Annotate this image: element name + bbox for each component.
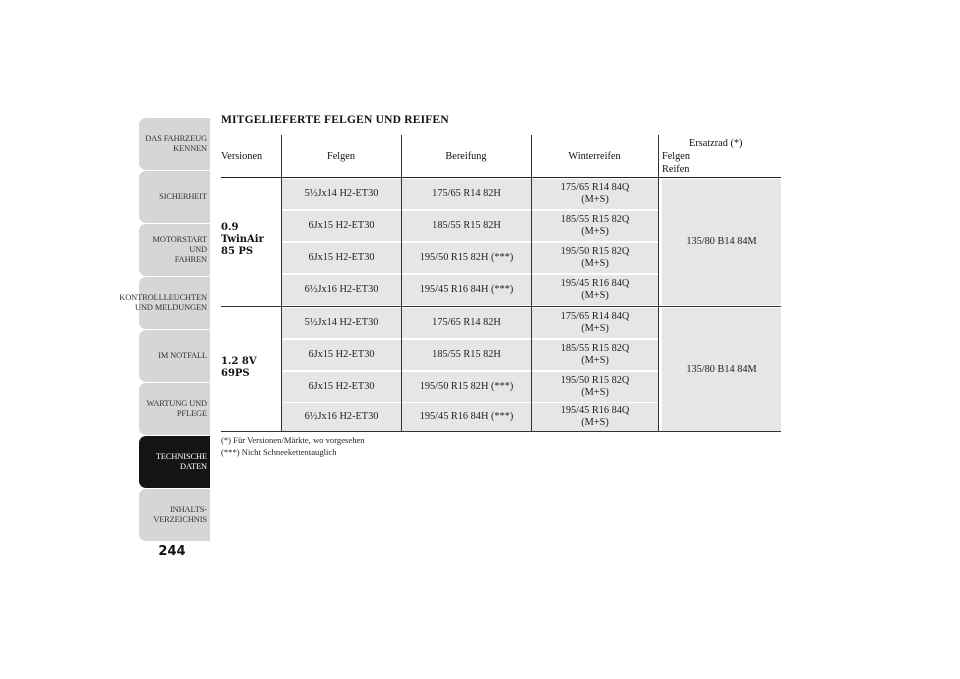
- tab-sicherheit[interactable]: SICHERHEIT: [139, 171, 210, 223]
- winter-ms: (M+S): [581, 387, 609, 398]
- footnote-ersatzrad: (*) Für Versionen/Märkte, wo vorgesehen: [221, 435, 365, 445]
- winterreifen-cell: [532, 308, 658, 338]
- winterreifen-cell: [532, 211, 658, 241]
- spare-wheel-cell: 135/80 B14 84M: [662, 308, 781, 431]
- tab-fahrzeug-kennen[interactable]: DAS FAHRZEUG KENNEN: [139, 118, 210, 170]
- winter-size: 185/55 R15 82Q: [560, 343, 630, 354]
- bereifung-cell: 185/55 R15 82H: [402, 211, 531, 241]
- felgen-cell: 5½Jx14 H2-ET30: [282, 179, 401, 209]
- felgen-cell: 5½Jx14 H2-ET30: [282, 308, 401, 338]
- felgen-cell: 6Jx15 H2-ET30: [282, 372, 401, 402]
- header-ersatzrad-felgen: Felgen: [662, 150, 691, 162]
- spare-wheel-cell: 135/80 B14 84M: [662, 179, 781, 305]
- bereifung-cell: 195/50 R15 82H (***): [402, 243, 531, 273]
- version-label-0-9-twinair: 0.9 TwinAir 85 PS: [221, 222, 264, 257]
- header-ersatzrad-label: Ersatzrad: [689, 137, 728, 149]
- header-ersatzrad: [662, 135, 781, 177]
- winter-size: 195/45 R16 84Q: [560, 405, 630, 416]
- header-bereifung: Bereifung: [445, 150, 487, 162]
- felgen-cell: 6Jx15 H2-ET30: [282, 211, 401, 241]
- winterreifen-cell: [532, 372, 658, 402]
- felgen-cell: 6Jx15 H2-ET30: [282, 340, 401, 370]
- header-winterreifen: Winterreifen: [568, 150, 621, 162]
- header-ersatzrad-reifen: Reifen: [662, 163, 690, 175]
- section-title: MITGELIEFERTE FELGEN UND REIFEN: [221, 114, 449, 126]
- winter-size: 195/50 R15 82Q: [560, 246, 630, 257]
- tab-inhaltsverzeichnis[interactable]: INHALTS- VERZEICHNIS: [139, 489, 210, 541]
- version-label-1-2-8v: 1.2 8V 69PS: [221, 356, 257, 379]
- winterreifen-cell: [532, 179, 658, 209]
- tab-wartung[interactable]: WARTUNG UND PFLEGE: [139, 383, 210, 435]
- winter-ms: (M+S): [581, 355, 609, 366]
- winter-size: 175/65 R14 84Q: [560, 182, 630, 193]
- bereifung-cell: 175/65 R14 82H: [402, 179, 531, 209]
- bereifung-cell: 195/50 R15 82H (***): [402, 372, 531, 402]
- bereifung-cell: 185/55 R15 82H: [402, 340, 531, 370]
- header-felgen: Felgen: [326, 150, 356, 162]
- page-number: 244: [158, 544, 186, 559]
- winterreifen-cell: [532, 340, 658, 370]
- group-separator: [221, 306, 781, 307]
- felgen-cell: 6½Jx16 H2-ET30: [282, 275, 401, 305]
- winterreifen-cell: [532, 275, 658, 305]
- winter-ms: (M+S): [581, 258, 609, 269]
- winter-size: 185/55 R15 82Q: [560, 214, 630, 225]
- winter-size: 175/65 R14 84Q: [560, 311, 630, 322]
- header-versionen: Versionen: [221, 150, 263, 162]
- winter-ms: (M+S): [581, 290, 609, 301]
- winter-ms: (M+S): [581, 226, 609, 237]
- header-ersatzrad-note: (*): [730, 137, 743, 149]
- winter-ms: (M+S): [581, 417, 609, 428]
- table-bottom-rule: [221, 431, 781, 432]
- felgen-cell: 6½Jx16 H2-ET30: [282, 403, 401, 431]
- bereifung-cell: 195/45 R16 84H (***): [402, 403, 531, 431]
- winter-size: 195/45 R16 84Q: [560, 278, 630, 289]
- winterreifen-cell: [532, 243, 658, 273]
- felgen-cell: 6Jx15 H2-ET30: [282, 243, 401, 273]
- winterreifen-cell: [532, 403, 658, 431]
- tab-motorstart[interactable]: MOTORSTART UND FAHREN: [139, 224, 210, 276]
- winter-size: 195/50 R15 82Q: [560, 375, 630, 386]
- winter-ms: (M+S): [581, 194, 609, 205]
- tab-kontrollleuchten[interactable]: KONTROLLLEUCHTEN UND MELDUNGEN: [139, 277, 210, 329]
- winter-ms: (M+S): [581, 323, 609, 334]
- tab-im-notfall[interactable]: IM NOTFALL: [139, 330, 210, 382]
- bereifung-cell: 175/65 R14 82H: [402, 308, 531, 338]
- tab-technische-daten[interactable]: TECHNISCHE DATEN: [139, 436, 210, 488]
- column-divider: [658, 135, 659, 431]
- bereifung-cell: 195/45 R16 84H (***): [402, 275, 531, 305]
- footnote-schneeketten: (***) Nicht Schneekettentauglich: [221, 447, 337, 457]
